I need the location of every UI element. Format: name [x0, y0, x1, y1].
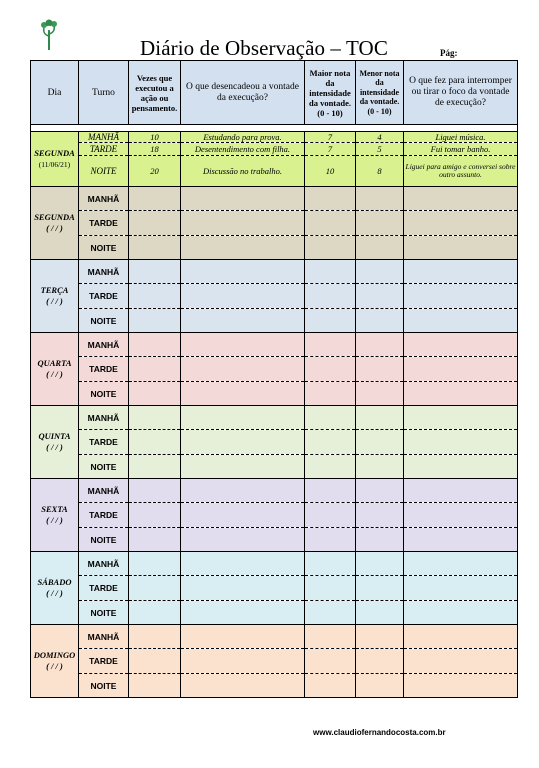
entry-cell[interactable]	[305, 674, 356, 698]
entry-cell[interactable]	[305, 455, 356, 479]
entry-cell[interactable]	[181, 187, 305, 211]
example-interromper: Liguei música.	[404, 132, 518, 143]
entry-cell[interactable]	[404, 430, 518, 455]
day-cell-segunda	[31, 187, 79, 260]
shift-label: NOITE	[79, 309, 129, 333]
entry-cell[interactable]	[181, 260, 305, 284]
entry-cell[interactable]	[404, 357, 518, 382]
day-cell-sexta	[31, 479, 79, 552]
entry-cell[interactable]	[129, 284, 181, 309]
day-row-segunda-tarde	[31, 211, 518, 236]
entry-cell[interactable]	[305, 406, 356, 430]
shift-label: NOITE	[79, 236, 129, 260]
entry-cell[interactable]	[356, 406, 404, 430]
day-date: ( / / )	[46, 515, 63, 525]
entry-cell[interactable]	[404, 333, 518, 357]
header-turno: Turno	[79, 61, 129, 125]
entry-cell[interactable]	[356, 625, 404, 649]
entry-cell[interactable]	[305, 260, 356, 284]
example-interromper: Fui tomar banho.	[404, 143, 518, 156]
entry-cell[interactable]	[305, 430, 356, 455]
example-day-name: SEGUNDA	[34, 148, 75, 158]
example-interromper: Liguei para amigo e conversei sobre outro assunto.	[404, 156, 518, 187]
entry-cell[interactable]	[356, 382, 404, 406]
example-row-tarde	[31, 143, 518, 156]
shift-label: MANHÃ	[79, 187, 129, 211]
entry-cell[interactable]	[356, 674, 404, 698]
header-interromper: O que fez para interromper ou tirar o foco da vontade de execução?	[404, 61, 518, 125]
entry-cell[interactable]	[181, 236, 305, 260]
day-row-quinta-manha	[31, 406, 518, 430]
entry-cell[interactable]	[181, 211, 305, 236]
entry-cell[interactable]	[181, 601, 305, 625]
entry-cell[interactable]	[404, 503, 518, 528]
entry-cell[interactable]	[356, 211, 404, 236]
entry-cell[interactable]	[404, 260, 518, 284]
entry-cell[interactable]	[305, 503, 356, 528]
shift-label: MANHÃ	[79, 479, 129, 503]
entry-cell[interactable]	[356, 601, 404, 625]
entry-cell[interactable]	[404, 601, 518, 625]
shift-label: TARDE	[79, 649, 129, 674]
day-row-quarta-manha	[31, 333, 518, 357]
entry-cell[interactable]	[305, 309, 356, 333]
day-row-segunda-noite	[31, 236, 518, 260]
day-name: SEGUNDA	[34, 212, 75, 222]
entry-cell[interactable]	[305, 382, 356, 406]
entry-cell[interactable]	[181, 503, 305, 528]
entry-cell[interactable]	[305, 333, 356, 357]
entry-cell[interactable]	[305, 601, 356, 625]
entry-cell[interactable]	[404, 528, 518, 552]
brain-leaf-logo-icon	[38, 18, 60, 52]
day-row-domingo-noite	[31, 674, 518, 698]
example-maior: 10	[305, 156, 356, 187]
example-shift: MANHÃ	[79, 132, 129, 143]
example-vezes: 18	[129, 143, 181, 156]
entry-cell[interactable]	[404, 211, 518, 236]
entry-cell[interactable]	[356, 430, 404, 455]
day-name: SEXTA	[41, 504, 68, 514]
example-row-noite	[31, 156, 518, 187]
entry-cell[interactable]	[129, 601, 181, 625]
entry-cell[interactable]	[181, 309, 305, 333]
example-desencadeou: Estudando para prova.	[181, 132, 305, 143]
entry-cell[interactable]	[305, 357, 356, 382]
day-row-sexta-noite	[31, 528, 518, 552]
shift-label: NOITE	[79, 601, 129, 625]
entry-cell[interactable]	[305, 576, 356, 601]
entry-cell[interactable]	[356, 357, 404, 382]
entry-cell[interactable]	[129, 649, 181, 674]
entry-cell[interactable]	[356, 333, 404, 357]
shift-label: TARDE	[79, 211, 129, 236]
day-row-domingo-manha	[31, 625, 518, 649]
shift-label: MANHÃ	[79, 406, 129, 430]
entry-cell[interactable]	[181, 528, 305, 552]
entry-cell[interactable]	[181, 357, 305, 382]
entry-cell[interactable]	[404, 284, 518, 309]
day-name: SÁBADO	[37, 577, 72, 587]
entry-cell[interactable]	[305, 552, 356, 576]
header-menor-nota: Menor nota da intensidade da vontade. (0 - 10)	[356, 61, 404, 125]
example-row-manha	[31, 132, 518, 143]
day-row-sexta-tarde	[31, 503, 518, 528]
entry-cell[interactable]	[181, 284, 305, 309]
entry-cell[interactable]	[356, 309, 404, 333]
entry-cell[interactable]	[305, 528, 356, 552]
entry-cell[interactable]	[404, 576, 518, 601]
entry-cell[interactable]	[181, 576, 305, 601]
shift-label: MANHÃ	[79, 260, 129, 284]
entry-cell[interactable]	[356, 479, 404, 503]
day-cell-quinta	[31, 406, 79, 479]
shift-label: TARDE	[79, 430, 129, 455]
entry-cell[interactable]	[129, 625, 181, 649]
shift-label: NOITE	[79, 382, 129, 406]
entry-cell[interactable]	[129, 309, 181, 333]
entry-cell[interactable]	[305, 649, 356, 674]
entry-cell[interactable]	[181, 649, 305, 674]
example-menor: 5	[356, 143, 404, 156]
entry-cell[interactable]	[129, 260, 181, 284]
day-cell-terca	[31, 260, 79, 333]
entry-cell[interactable]	[356, 576, 404, 601]
shift-label: MANHÃ	[79, 552, 129, 576]
entry-cell[interactable]	[181, 406, 305, 430]
shift-label: TARDE	[79, 284, 129, 309]
header-vezes: Vezes que executou a ação ou pensamento.	[129, 61, 181, 125]
day-row-terca-noite	[31, 309, 518, 333]
example-vezes: 20	[129, 156, 181, 187]
entry-cell[interactable]	[356, 187, 404, 211]
entry-cell[interactable]	[129, 552, 181, 576]
entry-cell[interactable]	[404, 309, 518, 333]
shift-label: NOITE	[79, 528, 129, 552]
entry-cell[interactable]	[305, 284, 356, 309]
entry-cell[interactable]	[129, 357, 181, 382]
day-row-terca-manha	[31, 260, 518, 284]
day-name: QUINTA	[38, 431, 71, 441]
entry-cell[interactable]	[305, 479, 356, 503]
entry-cell[interactable]	[129, 455, 181, 479]
entry-cell[interactable]	[129, 211, 181, 236]
entry-cell[interactable]	[129, 382, 181, 406]
entry-cell[interactable]	[129, 503, 181, 528]
day-cell-quarta	[31, 333, 79, 406]
day-name: TERÇA	[40, 285, 69, 295]
shift-label: MANHÃ	[79, 625, 129, 649]
shift-label: TARDE	[79, 576, 129, 601]
entry-cell[interactable]	[181, 382, 305, 406]
day-name: DOMINGO	[33, 650, 76, 660]
day-row-segunda-manha	[31, 187, 518, 211]
example-shift: NOITE	[79, 156, 129, 187]
example-day-date: (11/06/21)	[38, 160, 71, 169]
entry-cell[interactable]	[404, 382, 518, 406]
entry-cell[interactable]	[129, 576, 181, 601]
day-row-sabado-tarde	[31, 576, 518, 601]
example-vezes: 10	[129, 132, 181, 143]
shift-label: NOITE	[79, 455, 129, 479]
day-date: ( / / )	[46, 296, 63, 306]
example-desencadeou: Desentendimento com filha.	[181, 143, 305, 156]
day-date: ( / / )	[46, 369, 63, 379]
entry-cell[interactable]	[181, 430, 305, 455]
day-row-sabado-noite	[31, 601, 518, 625]
entry-cell[interactable]	[404, 674, 518, 698]
entry-cell[interactable]	[404, 406, 518, 430]
entry-cell[interactable]	[404, 552, 518, 576]
entry-cell[interactable]	[305, 211, 356, 236]
entry-cell[interactable]	[404, 479, 518, 503]
day-date: ( / / )	[46, 442, 63, 452]
entry-cell[interactable]	[404, 649, 518, 674]
entry-cell[interactable]	[129, 333, 181, 357]
entry-cell[interactable]	[404, 455, 518, 479]
day-date: ( / / )	[46, 223, 63, 233]
footer-website: www.claudiofernandocosta.com.br	[313, 728, 446, 737]
shift-label: TARDE	[79, 357, 129, 382]
entry-cell[interactable]	[181, 625, 305, 649]
entry-cell[interactable]	[404, 187, 518, 211]
example-maior: 7	[305, 143, 356, 156]
entry-cell[interactable]	[404, 236, 518, 260]
day-cell-sabado	[31, 552, 79, 625]
entry-cell[interactable]	[356, 236, 404, 260]
example-day-cell	[31, 132, 79, 187]
header-desencadeou: O que desencadeou a vontade da execução?	[181, 61, 305, 125]
entry-cell[interactable]	[356, 260, 404, 284]
day-name: QUARTA	[37, 358, 72, 368]
shift-label: MANHÃ	[79, 333, 129, 357]
entry-cell[interactable]	[356, 649, 404, 674]
shift-label: NOITE	[79, 674, 129, 698]
day-date: ( / / )	[46, 588, 63, 598]
entry-cell[interactable]	[129, 406, 181, 430]
example-maior: 7	[305, 132, 356, 143]
example-shift: TARDE	[79, 143, 129, 156]
day-row-quinta-noite	[31, 455, 518, 479]
day-row-terca-tarde	[31, 284, 518, 309]
entry-cell[interactable]	[129, 236, 181, 260]
entry-cell[interactable]	[181, 455, 305, 479]
day-row-quinta-tarde	[31, 430, 518, 455]
example-menor: 8	[356, 156, 404, 187]
entry-cell[interactable]	[181, 333, 305, 357]
example-desencadeou: Discussão no trabalho.	[181, 156, 305, 187]
day-row-sexta-manha	[31, 479, 518, 503]
header-maior-nota: Maior nota da intensidade da vontade. (0 - 10)	[305, 61, 356, 125]
entry-cell[interactable]	[181, 552, 305, 576]
entry-cell[interactable]	[129, 528, 181, 552]
day-date: ( / / )	[46, 661, 63, 671]
entry-cell[interactable]	[305, 187, 356, 211]
entry-cell[interactable]	[129, 187, 181, 211]
entry-cell[interactable]	[356, 503, 404, 528]
entry-cell[interactable]	[129, 430, 181, 455]
entry-cell[interactable]	[129, 674, 181, 698]
entry-cell[interactable]	[181, 674, 305, 698]
entry-cell[interactable]	[129, 479, 181, 503]
header-dia: Dia	[31, 61, 79, 125]
page-number-label: Pág:	[440, 48, 458, 58]
entry-cell[interactable]	[305, 625, 356, 649]
entry-cell[interactable]	[356, 284, 404, 309]
entry-cell[interactable]	[356, 455, 404, 479]
entry-cell[interactable]	[404, 625, 518, 649]
page-title: Diário de Observação – TOC	[140, 36, 388, 60]
day-cell-domingo	[31, 625, 79, 698]
entry-cell[interactable]	[356, 528, 404, 552]
day-row-quarta-tarde	[31, 357, 518, 382]
day-row-quarta-noite	[31, 382, 518, 406]
example-menor: 4	[356, 132, 404, 143]
entry-cell[interactable]	[305, 236, 356, 260]
day-row-sabado-manha	[31, 552, 518, 576]
entry-cell[interactable]	[356, 552, 404, 576]
observation-table	[30, 60, 518, 698]
shift-label: TARDE	[79, 503, 129, 528]
entry-cell[interactable]	[181, 479, 305, 503]
day-row-domingo-tarde	[31, 649, 518, 674]
